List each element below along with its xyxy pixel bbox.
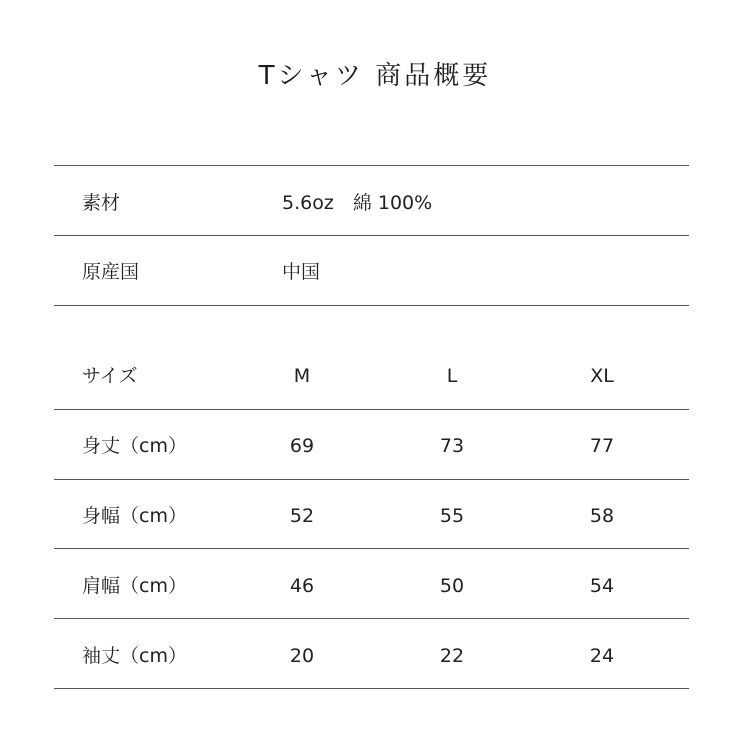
- spec-value: 中国: [282, 261, 321, 283]
- divider: [54, 479, 689, 480]
- row-label: 肩幅（cm）: [82, 575, 187, 597]
- size-header-xl: XL: [590, 365, 614, 387]
- divider: [54, 235, 689, 236]
- row-label: 袖丈（cm）: [82, 645, 187, 667]
- size-header-m: M: [293, 365, 311, 387]
- divider: [54, 548, 689, 549]
- cell-value: 77: [589, 435, 615, 457]
- cell-value: 54: [589, 575, 615, 597]
- size-header-label: サイズ: [82, 365, 138, 387]
- divider: [54, 688, 689, 689]
- spec-label: 原産国: [82, 261, 140, 283]
- spec-value: 5.6oz 綿 100%: [282, 192, 433, 214]
- cell-value: 50: [439, 575, 465, 597]
- spec-label: 素材: [82, 192, 121, 214]
- page-title: Tシャツ 商品概要: [258, 61, 492, 91]
- cell-value: 20: [289, 645, 315, 667]
- divider: [54, 305, 689, 306]
- divider: [54, 618, 689, 619]
- row-label: 身幅（cm）: [82, 505, 187, 527]
- cell-value: 73: [439, 435, 465, 457]
- cell-value: 69: [289, 435, 315, 457]
- cell-value: 52: [289, 505, 315, 527]
- divider: [54, 409, 689, 410]
- cell-value: 22: [439, 645, 465, 667]
- size-header-l: L: [446, 365, 458, 387]
- cell-value: 24: [589, 645, 615, 667]
- cell-value: 55: [439, 505, 465, 527]
- cell-value: 46: [289, 575, 315, 597]
- divider: [54, 165, 689, 166]
- row-label: 身丈（cm）: [82, 435, 187, 457]
- cell-value: 58: [589, 505, 615, 527]
